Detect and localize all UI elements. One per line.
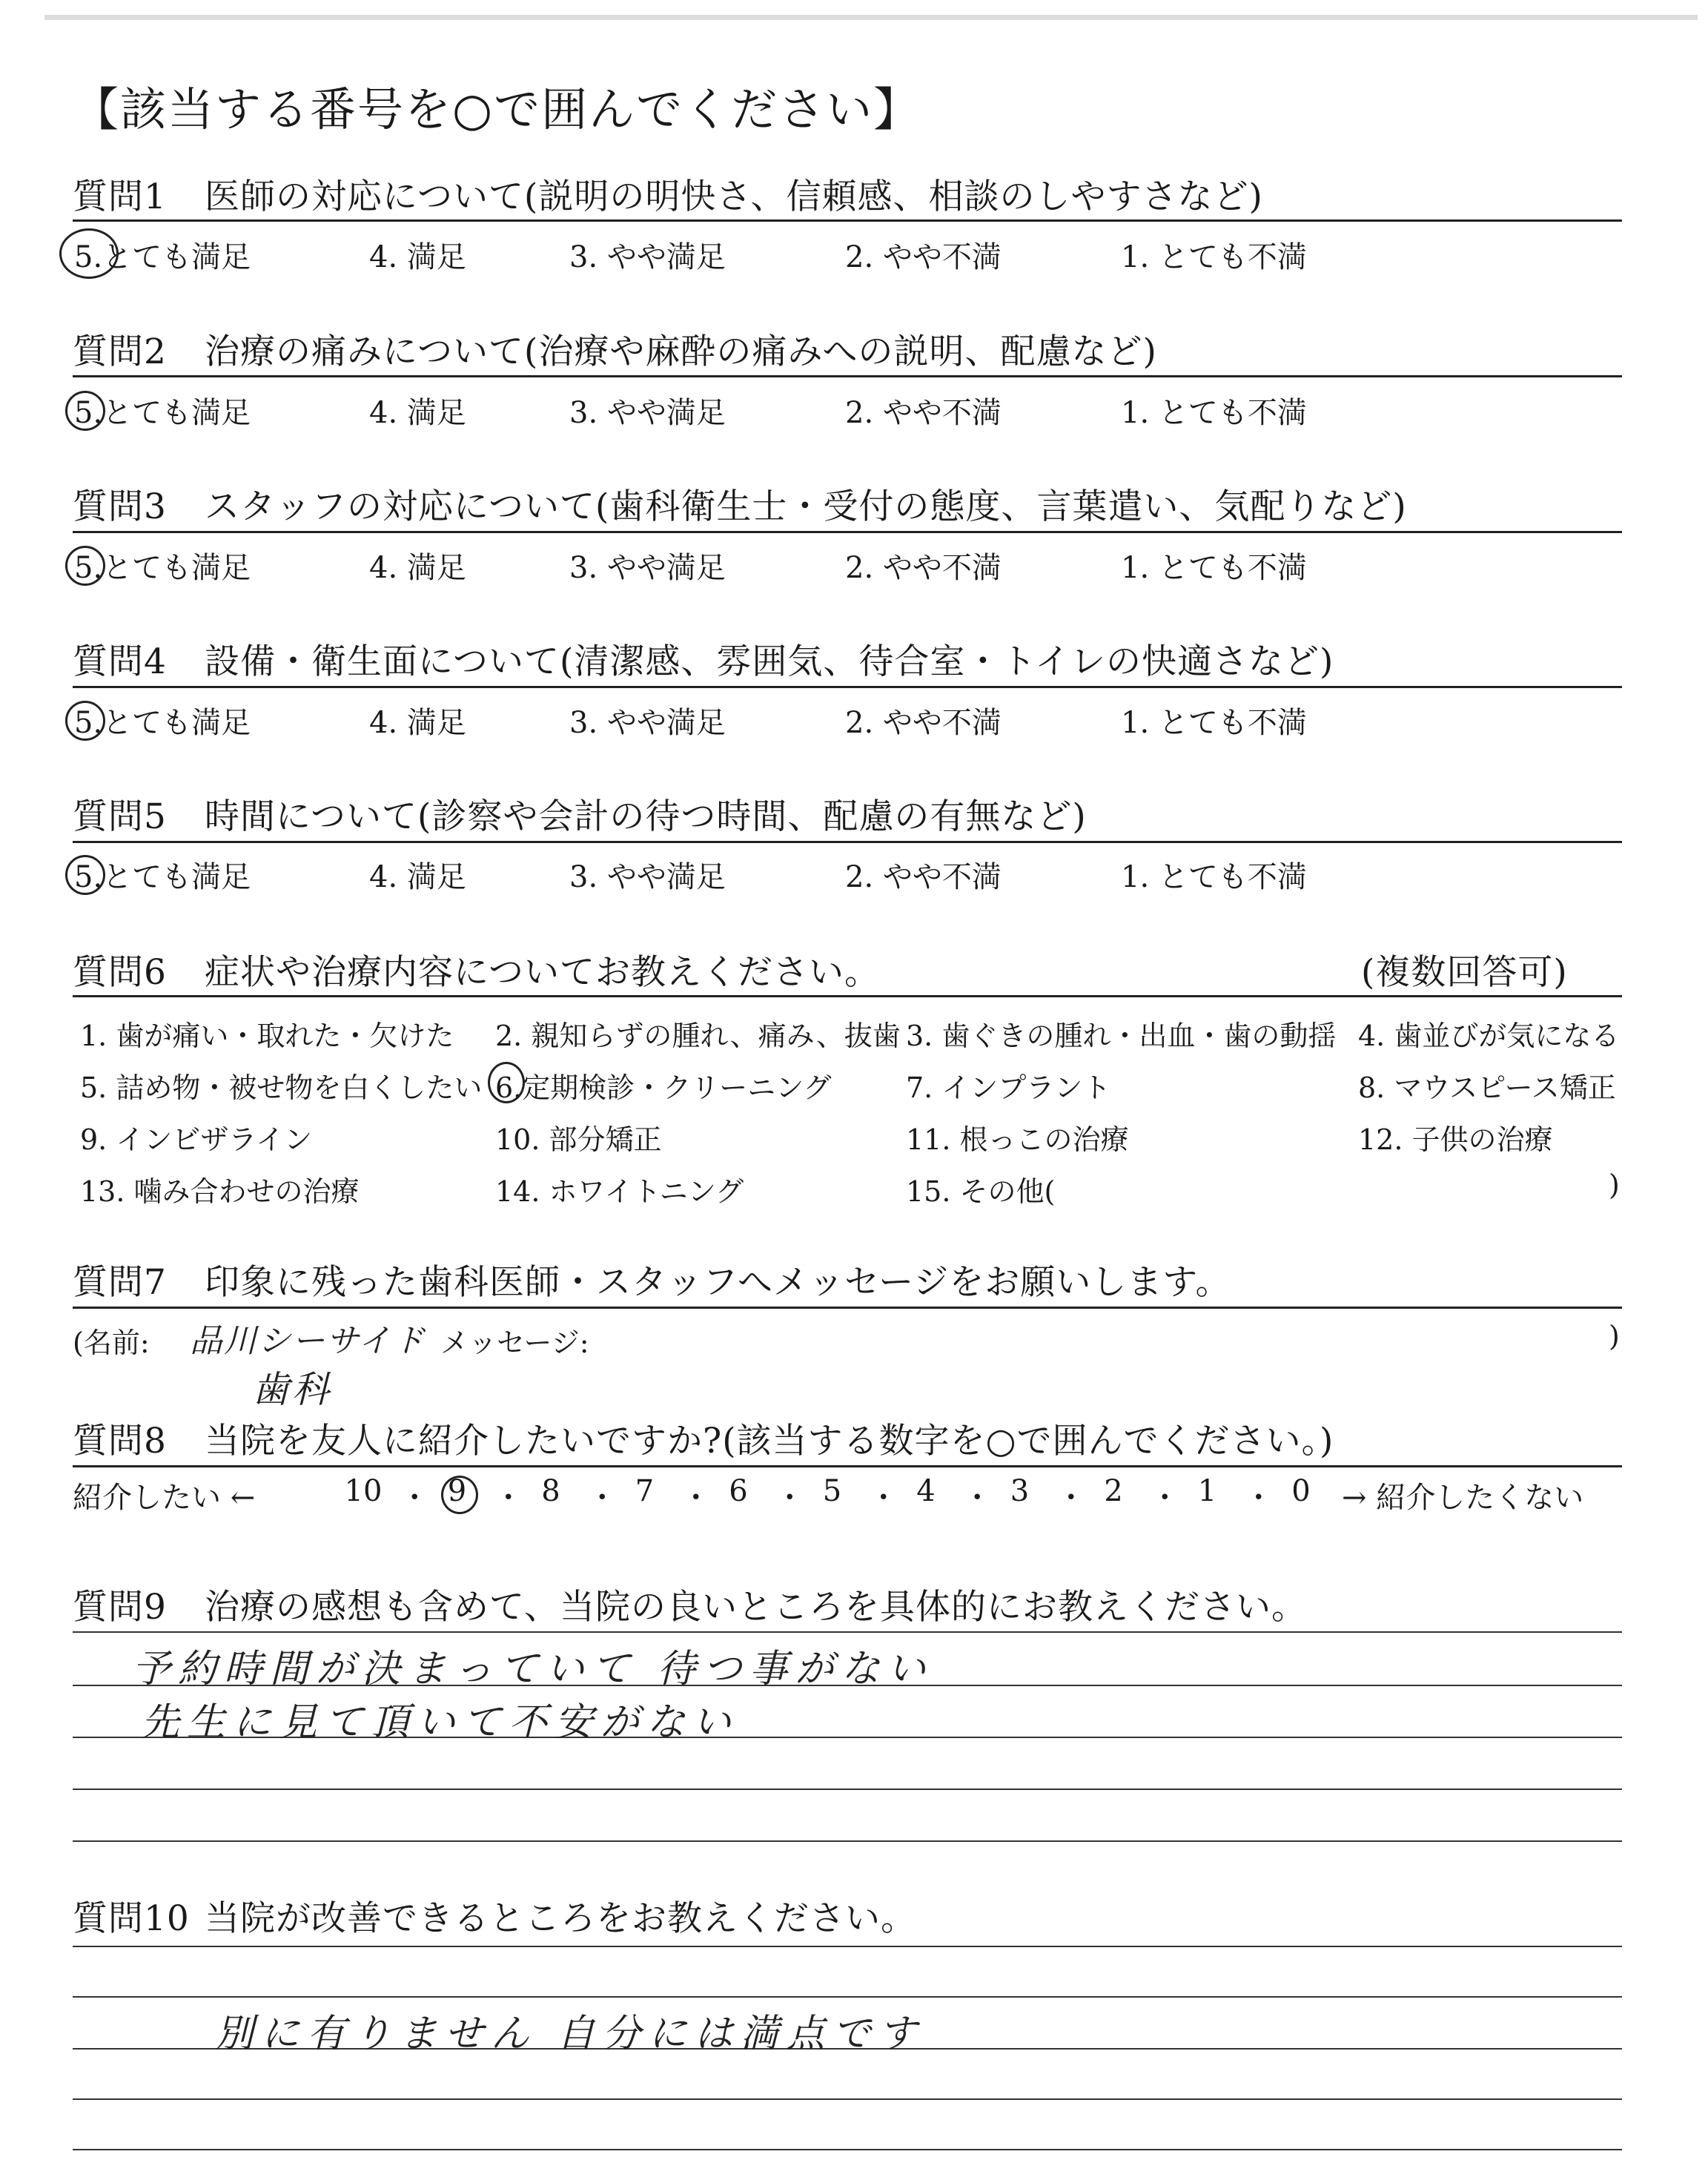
symptom-option-11[interactable]: 11. 根っこの治療 [906, 1123, 1129, 1156]
option-3[interactable]: 3. やや満足 [569, 860, 726, 894]
answer-line [73, 1789, 1622, 1790]
question-rule [73, 841, 1622, 843]
name-handwritten-line2: 歯科 [252, 1368, 332, 1411]
option-5[interactable]: 5.とても満足 [74, 860, 251, 894]
selection-circle [65, 391, 105, 431]
symptom-option-7[interactable]: 7. インプラント [906, 1071, 1111, 1104]
scale-value-9[interactable]: 9 [447, 1474, 467, 1508]
option-2[interactable]: 2. やや不満 [845, 706, 1002, 740]
question-number: 質問2 [73, 331, 167, 372]
option-1[interactable]: 1. とても不満 [1121, 396, 1307, 430]
name-close-paren: ) [1609, 1320, 1620, 1353]
selection-circle [65, 701, 105, 741]
option-3[interactable]: 3. やや満足 [569, 396, 726, 430]
question-10 [73, 1891, 916, 1941]
option-3[interactable]: 3. やや満足 [569, 551, 726, 585]
selection-circle [65, 855, 105, 895]
scale-value-10[interactable]: 10 [344, 1474, 383, 1508]
scale-separator: ・ [1150, 1481, 1180, 1515]
symptom-option-8[interactable]: 8. マウスピース矯正 [1358, 1071, 1616, 1104]
scale-separator: ・ [868, 1481, 898, 1515]
option-4[interactable]: 4. 満足 [369, 551, 466, 585]
option-3[interactable]: 3. やや満足 [569, 240, 726, 274]
answer-line [73, 1840, 1622, 1842]
scale-separator: ・ [962, 1481, 993, 1515]
answer-line [73, 2149, 1622, 2150]
scale-value-6[interactable]: 6 [729, 1474, 748, 1508]
symptom-option-9[interactable]: 9. インビザライン [80, 1123, 313, 1156]
option-2[interactable]: 2. やや不満 [845, 396, 1002, 430]
question-text: 当院が改善できるところをお教えください。 [205, 1898, 916, 1939]
option-5[interactable]: 5.とても満足 [74, 240, 251, 274]
scale-separator: ・ [493, 1481, 523, 1515]
answer-handwritten: 先生に見て頂いて不安がない [141, 1700, 739, 1745]
question-text: 印象に残った歯科医師・スタッフへメッセージをお願いします。 [205, 1262, 1231, 1303]
answer-handwritten: 予約時間が決まっていて 待つ事がない [132, 1647, 933, 1691]
symptom-option-10[interactable]: 10. 部分矯正 [495, 1123, 662, 1156]
answer-line [73, 2098, 1622, 2100]
selection-circle [59, 228, 119, 279]
name-handwritten: 品川シーサイド [190, 1322, 426, 1360]
question-text: 時間について(診察や会計の待つ時間、配慮の有無など) [205, 796, 1087, 837]
question-text: 治療の痛みについて(治療や麻酔の痛みへの説明、配慮など) [205, 331, 1157, 372]
scale-separator: ・ [1056, 1481, 1086, 1515]
scale-value-3[interactable]: 3 [1010, 1474, 1030, 1508]
name-label: (名前: [73, 1327, 150, 1359]
question-text: 医師の対応について(説明の明快さ、信頼感、相談のしやすさなど) [205, 176, 1263, 217]
question-number: 質問1 [73, 176, 167, 217]
scale-separator: ・ [775, 1481, 805, 1515]
selection-circle [65, 546, 105, 586]
scale-value-5[interactable]: 5 [822, 1474, 842, 1508]
question-3 [73, 479, 1407, 529]
answer-handwritten: 別に有りません 自分には満点です [215, 2012, 924, 2056]
question-text: 設備・衛生面について(清潔感、雰囲気、待合室・トイレの快適さなど) [205, 641, 1334, 682]
question-number: 質問6 [73, 952, 167, 993]
question-number: 質問9 [73, 1587, 167, 1628]
question-6 [73, 945, 880, 994]
question-9 [73, 1579, 1307, 1629]
option-4[interactable]: 4. 満足 [369, 240, 466, 274]
question-text: スタッフの対応について(歯科衛生士・受付の態度、言葉遣い、気配りなど) [205, 486, 1407, 527]
question-number: 質問4 [73, 641, 167, 682]
option-5[interactable]: 5.とても満足 [74, 396, 251, 430]
question-number: 質問10 [73, 1898, 190, 1939]
question-number: 質問5 [73, 796, 167, 837]
answer-line [73, 1631, 1622, 1633]
scale-separator: ・ [681, 1481, 711, 1515]
top-border [44, 15, 1698, 20]
question-rule [73, 375, 1622, 377]
option-5[interactable]: 5.とても満足 [74, 706, 251, 740]
multiple-answers-note: (複数回答可) [1361, 952, 1568, 993]
scale-separator: ・ [587, 1481, 618, 1515]
question-5 [73, 789, 1087, 839]
selection-circle [441, 1476, 478, 1514]
other-close-paren: ) [1609, 1169, 1620, 1201]
scale-right-label: → 紹介したくない [1342, 1481, 1584, 1515]
question-8 [73, 1413, 1334, 1463]
scale-value-8[interactable]: 8 [541, 1474, 560, 1508]
symptom-option-3[interactable]: 3. 歯ぐきの腫れ・出血・歯の動揺 [906, 1020, 1337, 1052]
question-text: 症状や治療内容についてお教えください。 [205, 952, 881, 993]
question-rule [73, 686, 1622, 688]
question-rule [73, 219, 1622, 222]
question-number: 質問8 [73, 1421, 167, 1462]
symptom-option-14[interactable]: 14. ホワイトニング [495, 1175, 744, 1208]
scale-value-1[interactable]: 1 [1197, 1474, 1217, 1508]
option-5[interactable]: 5.とても満足 [74, 551, 251, 585]
question-number: 質問3 [73, 486, 167, 527]
option-1[interactable]: 1. とても不満 [1121, 706, 1307, 740]
option-2[interactable]: 2. やや不満 [845, 860, 1002, 894]
question-rule [73, 995, 1622, 997]
question-4 [73, 634, 1334, 684]
question-2 [73, 324, 1157, 374]
symptom-option-6[interactable]: 6.定期検診・クリーニング [495, 1071, 832, 1104]
question-rule [73, 1465, 1622, 1467]
symptom-option-12[interactable]: 12. 子供の治療 [1358, 1123, 1553, 1156]
option-2[interactable]: 2. やや不満 [845, 551, 1002, 585]
question-text: 治療の感想も含めて、当院の良いところを具体的にお教えください。 [205, 1587, 1308, 1628]
option-1[interactable]: 1. とても不満 [1121, 860, 1307, 894]
scale-left-label: 紹介したい ← [73, 1481, 256, 1515]
question-number: 質問7 [73, 1262, 167, 1303]
symptom-option-1[interactable]: 1. 歯が痛い・取れた・欠けた [80, 1020, 454, 1052]
answer-line [73, 1946, 1622, 1947]
symptom-option-4[interactable]: 4. 歯並びが気になる [1358, 1020, 1620, 1052]
scale-value-4[interactable]: 4 [916, 1474, 936, 1508]
option-4[interactable]: 4. 満足 [369, 706, 466, 740]
scale-value-0[interactable]: 0 [1291, 1474, 1311, 1508]
option-1[interactable]: 1. とても不満 [1121, 240, 1307, 274]
question-rule [73, 531, 1622, 533]
instruction-heading: 【該当する番号を○で囲んでください】 [73, 82, 921, 136]
option-3[interactable]: 3. やや満足 [569, 706, 726, 740]
symptom-option-15[interactable]: 15. その他( [906, 1175, 1056, 1208]
selection-circle [488, 1062, 525, 1103]
option-2[interactable]: 2. やや不満 [845, 240, 1002, 274]
symptom-option-13[interactable]: 13. 噛み合わせの治療 [80, 1175, 360, 1208]
message-label: メッセージ: [440, 1327, 589, 1359]
symptom-option-5[interactable]: 5. 詰め物・被せ物を白くしたい [80, 1071, 483, 1104]
scale-separator: ・ [400, 1481, 430, 1515]
question-rule [73, 1307, 1622, 1309]
scale-value-2[interactable]: 2 [1104, 1474, 1123, 1508]
option-4[interactable]: 4. 満足 [369, 396, 466, 430]
question-text: 当院を友人に紹介したいですか?(該当する数字を○で囲んでください。) [205, 1421, 1334, 1462]
answer-line [73, 1996, 1622, 1998]
option-4[interactable]: 4. 満足 [369, 860, 466, 894]
scale-value-7[interactable]: 7 [635, 1474, 655, 1508]
question-7 [73, 1255, 1231, 1304]
scale-separator: ・ [1243, 1481, 1274, 1515]
symptom-option-2[interactable]: 2. 親知らずの腫れ、痛み、抜歯 [495, 1020, 901, 1052]
option-1[interactable]: 1. とても不満 [1121, 551, 1307, 585]
question-1 [73, 169, 1263, 219]
